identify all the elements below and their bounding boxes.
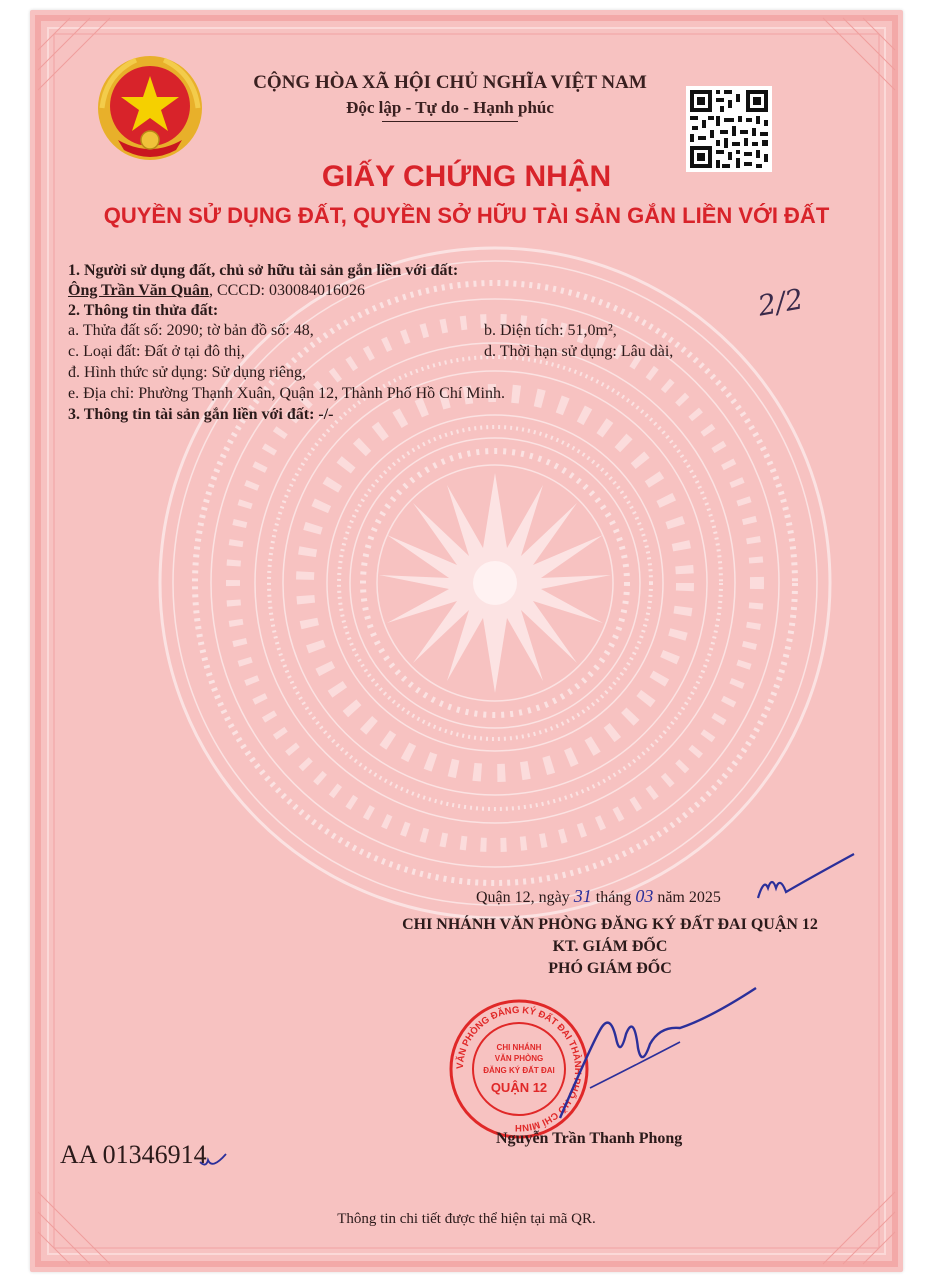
handwritten-page-number: 2/2	[755, 282, 806, 323]
serial-number: AA 01346914	[60, 1140, 207, 1169]
date-month-label: tháng	[595, 889, 632, 906]
parcel-area: b. Diện tích: 51,0m²,	[484, 322, 617, 339]
date-year: năm 2025	[657, 889, 721, 906]
owner-name: Ông Trần Văn Quân	[68, 282, 209, 299]
date-day: 31	[573, 886, 592, 906]
section-3-heading: 3. Thông tin tài sản gắn liền với đất: -/-	[68, 406, 334, 423]
usage-form: đ. Hình thức sử dụng: Sử dụng riêng,	[68, 364, 307, 381]
certificate-title: GIẤY CHỨNG NHẬN	[321, 160, 612, 193]
signer-role-1: KT. GIÁM ĐỐC	[552, 938, 668, 955]
parcel-number: a. Thửa đất số: 2090; tờ bản đồ số: 48,	[68, 322, 314, 339]
signer-name: Nguyễn Trần Thanh Phong	[496, 1130, 683, 1147]
national-motto: Độc lập - Tự do - Hạnh phúc	[346, 98, 554, 117]
national-emblem-icon	[96, 54, 204, 162]
signer-role-2: PHÓ GIÁM ĐỐC	[548, 960, 672, 977]
usage-term: d. Thời hạn sử dụng: Lâu dài,	[484, 343, 674, 360]
issuing-office: CHI NHÁNH VĂN PHÒNG ĐĂNG KÝ ĐẤT ĐAI QUẬN 12	[402, 916, 818, 933]
footer-note: Thông tin chi tiết được thể hiện tại mã QR.	[337, 1211, 596, 1227]
handwritten-signature	[530, 978, 760, 1128]
date-initials-mark	[750, 848, 860, 904]
section-1-heading: 1. Người sử dụng đất, chủ sở hữu tài sản gắn liền với đất:	[68, 262, 459, 279]
stamp-line-1: CHI NHÁNH	[496, 1043, 542, 1052]
section-2-heading: 2. Thông tin thửa đất:	[68, 302, 219, 319]
stamp-line-4: QUẬN 12	[490, 1080, 548, 1095]
date-month: 03	[635, 886, 654, 906]
nation-name: CỘNG HÒA XÃ HỘI CHỦ NGHĨA VIỆT NAM	[253, 72, 647, 93]
serial-tick-mark	[198, 1148, 228, 1174]
signing-place-date	[476, 886, 721, 907]
motto-underline	[382, 121, 518, 122]
land-type: c. Loại đất: Đất ở tại đô thị,	[68, 343, 245, 360]
owner-id: , CCCD: 030084016026	[208, 282, 365, 299]
owner-line	[68, 282, 365, 300]
date-prefix: Quận 12, ngày	[476, 889, 570, 906]
parcel-address: e. Địa chỉ: Phường Thạnh Xuân, Quận 12, Thành Phố Hồ Chí Minh.	[68, 385, 505, 402]
stamp-line-3: ĐĂNG KÝ ĐẤT ĐAI	[483, 1066, 555, 1075]
certificate-subtitle: QUYỀN SỬ DỤNG ĐẤT, QUYỀN SỞ HỮU TÀI SẢN GẮN LIỀN VỚI ĐẤT	[103, 203, 830, 228]
stamp-line-2: VĂN PHÒNG	[494, 1054, 544, 1063]
stamp-ring-text: VĂN PHÒNG ĐĂNG KÝ ĐẤT ĐAI THÀNH PHỐ HỒ CHÍ MINH	[454, 1004, 584, 1134]
certificate-paper	[30, 10, 903, 1272]
